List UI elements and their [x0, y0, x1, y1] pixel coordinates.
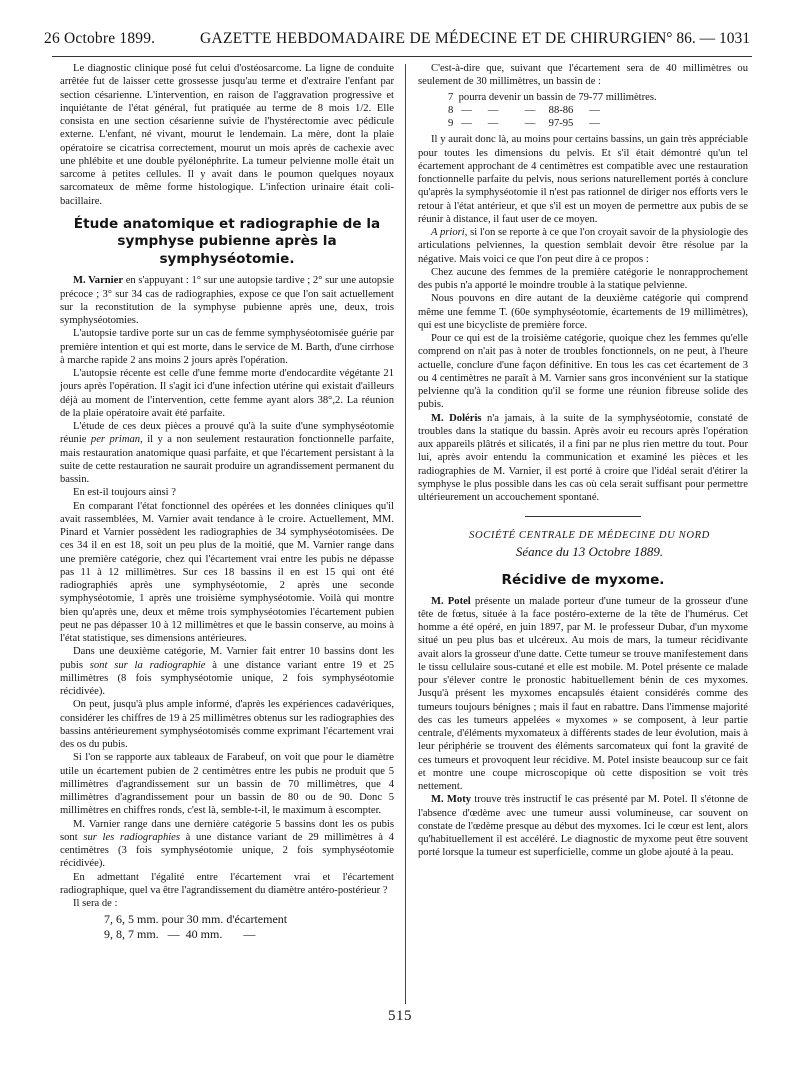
paragraph: Pour ce qui est de la troisième catégorie, quoique chez les femmes qu'elle comprend on n'ait pas à noter de troubles fonctionnels, on ne peut, à l'heure actuelle, conclure d'une façon définitive. En tous les cas cet écartement de 3 ou 4 centimètres ne paraît à M. Varnier sans gros inconvénient sur la statique pelvienne qu'à la condition qu'il se forme une réunion fibreuse solide des pubis. — [418, 333, 748, 411]
italic-phrase: per priman — [90, 434, 141, 446]
page-number: 515 — [388, 1008, 412, 1024]
pelvis-ratio-list — [448, 91, 748, 131]
paragraph-text: présente un malade porteur d'une tumeur de la grosseur d'une tête de fœtus, située à la face postéro-externe de la tête de l'humérus. Cet homme a été opéré, en juin 1897, par M. le professeur Dubar, d'un myxome situé un peu plus bas et ulcéreux. Au mois de mars, la tumeur récidivante avait alors la grosseur d'une datte. Cette tumeur se trouve manifestement dans le tissu cellulaire sous-cutané et elle est mobile. M. Potel présente ce malade pour s'élever contre le pronostic habituellement bénin de ces myxomes. Jusqu'à présent les myxomes encapsulés étaient considérés comme des tumeurs toujours bénignes ; mais il faut en rabattre. Dans l'immense majorité des cas les tumeurs appelées « myxomes » se composent, à leur partie centrale, d'éléments myxomateux à différents stades de leur évolution, mais à leur périphérie se trouvent des éléments sarcomateux qui font la gravité de ces tumeurs et provoquent leur récidive. M. Potel insiste beaucoup sur ce fait et montre une coupe microscopique où cette disposition se voit très nettement. — [418, 595, 748, 792]
speaker-name: M. Doléris — [431, 412, 482, 424]
ratio-line: 8 — — — 88-86 — — [448, 104, 600, 116]
paragraph-text: L'étude de ces deux pièces a prouvé qu'à la suite d'une symphyséotomie réunie — [60, 421, 394, 446]
paragraph: En comparant l'état fonctionnel des opérées et les données cliniques qu'il avait rassemblées, M. Varnier avait tendance à le croire. Actuellement, MM. Pinard et Varnier possèdent les radiographies de 34 symphyséotomisées. De ces 34 il en est 18, soit un peu plus de la moitié, que M. Varnier range dans une première catégorie, chez qui l'écartement vrai entre les pubis ne dépasse pas 11 à 12 millimètres. Sur ces 18 bassins il en est 15 qui ont été radiographiés après une symphyséotomie, 2 après une seconde symphyséotomie, 1 après une troisième symphyséotomie. Voilà qui montre bien qu'après une, deux et même trois symphyséotomies l'écartement pubien peut ne pas dépasser 10 à 12 millimètres et que le bassin conserve, au moins à l'état statistique, ses dimensions antérieures. — [60, 500, 394, 644]
paragraph: En admettant l'égalité entre l'écartement vrai et l'écartement radiographique, quel va être l'agrandissement du diamètre antéro-postérieur ? — [60, 871, 394, 896]
paragraph: Le diagnostic clinique posé fut celui d'ostéosarcome. La ligne de conduite arrêtée fut de laisser cette grossesse jusqu'au terme et d'extraire l'enfant par section césarienne. L'intervention, en raison de l'aggravation progressive et inquiétante de l'état général, fut pratiquée au terme de 8 mois 1/2. Elle consista en une section césarienne suivie de l'hystérectomie avec pédicule externe. L'enfant, né vivant, mourut le lendemain. La mère, dont la plaie opératoire se cicatrisa correctement, mourut un mois après de cachexie avec une phlébite et une double pyélonéphrite. La tumeur pelvienne molle était un sarcome à petites cellules. Il y avait dans le poumon quelques noyaux sarcomateux de même forme histologique. L'infection urinaire était coli-bacillaire. — [60, 63, 394, 207]
header-date: 26 Octobre 1899. — [44, 30, 156, 47]
paragraph — [418, 793, 748, 859]
running-header — [44, 28, 750, 50]
ratio-line: 9 — — — 97-95 — — [448, 118, 600, 129]
article-title: Récidive de myxome. — [501, 571, 665, 588]
paragraph-text: trouve très instructif le cas présenté par M. Potel. Il s'étonne de l'absence d'œdème avec une tumeur aussi volumineuse, car souvent on constate de l'œdème presque au début des myxomes. Ici le cœur est lent, alors qu'habituellement il est accéléré. Le diagnostic de myxome peut être souvent porté lorsque la tumeur est superficielle, comme un globe ajouté à la peau. — [418, 794, 748, 859]
header-journal-title: GAZETTE HEBDOMADAIRE DE MÉDECINE ET DE CHIRURGIE — [200, 30, 658, 47]
paragraph: Si l'on se rapporte aux tableaux de Farabeuf, on voit que pour le diamètre utile un écartement pubien de 2 centimètres entre les pubis ne produit que 5 millimètres d'agrandissement sur un bassin de 70 millimètres, que 4 millimètres d'agrandissement pour un bassin de 80 ou de 90. Donc 5 millimètres en chiffres ronds, c'est là, semble-t-il, le maximum à escompter. — [60, 752, 394, 817]
paragraph: L'autopsie tardive porte sur un cas de femme symphyséotomisée guérie par première intention et qui est morte, dans le service de M. Barth, d'une cirrhose à marche rapide 2 ans moins 2 jours après l'opération. — [60, 328, 394, 366]
paragraph — [418, 412, 748, 505]
section-separator — [525, 516, 641, 517]
paragraph: Nous pouvons en dire autant de la deuxième catégorie qui comprend même une femme T. (60e symphyséotomie, écartements de 19 millimètres), qui est une bicycliste de première force. — [418, 293, 748, 331]
header-issue-page: N° 86. — 1031 — [655, 30, 750, 47]
paragraph: Il sera de : — [73, 898, 118, 909]
section-title: Étude anatomique et radiographie de la symphyse pubienne après la symphyséotomie. — [73, 215, 381, 267]
paragraph-text: Dans une deuxième catégorie, M. Varnier fait entrer 10 bassins dont les pubis — [60, 646, 394, 671]
paragraph: En est-il toujours ainsi ? — [73, 487, 176, 499]
paragraph: Chez aucune des femmes de la première catégorie le nonrapprochement des pubis n'a apporté le moindre trouble à la statique pelvienne. — [418, 266, 748, 291]
italic-phrase: sont sur la radiographie — [89, 659, 206, 671]
speaker-name: M. Potel — [431, 595, 471, 607]
session-date: Séance du 13 Octobre 1889. — [515, 543, 664, 559]
paragraph-text: en s'appuyant : 1° sur une autopsie tardive ; 2° sur une autopsie précoce ; 3° sur 34 cas de radiographies, expose ce que l'on sait actuellement sur la reconstitution de la symphyse pubienne après une, deux, trois symphyséotomies. — [60, 275, 394, 326]
paragraph: C'est-à-dire que, suivant que l'écartement sera de 40 millimètres ou seulement de 30 millimètres, un bassin de : — [418, 63, 748, 88]
paragraph-text: à une distance variant de 29 millimètres à 4 centimètres (3 fois symphyséotomie unique, 2 fois symphyséotomie récidivée). — [60, 831, 394, 870]
column-divider — [405, 64, 406, 1004]
society-heading: SOCIÉTÉ CENTRALE DE MÉDECINE DU NORD — [469, 530, 710, 542]
measurement-line: 7, 6, 5 mm. pour 30 mm. d'écartement — [104, 912, 288, 927]
paragraph-text: n'a jamais, à la suite de la symphyséotomie, constaté de troubles dans la statique du bassin. Après avoir eu recours après l'opération aux appareils plâtrés et silicatés, il a fini par ne plus rien mettre du tout. Pour lui, après avoir entendu la communication et examiné les pièces et les radiographies de M. Varnier, il est porté à croire que l'idéal serait d'étirer la symphyse le plus possible dans les cas où cela serait suffisant pour permettre ultérieurement un accouchement spontané. — [418, 412, 748, 503]
italic-phrase: sur les radiographies — [83, 831, 181, 843]
paragraph-text: , il y a non seulement restauration fonctionnelle parfaite, mais restauration anatomique quasi parfaite, et que l'écartement persistant à la suite de cette restauration ne saurait produire un agrandissement permanent du bassin. — [60, 434, 394, 485]
paragraph — [60, 274, 394, 327]
paragraph: L'autopsie récente est celle d'une femme morte d'endocardite végétante 21 jours après l'opération. Il s'agit ici d'une infection utérine qui existait d'ailleurs déjà au moment de l'intervention, cette femme ayant alors 38°,2. La réunion de la plaie opératoire avait été parfaite. — [60, 368, 394, 419]
italic-phrase: A priori — [431, 227, 465, 238]
ratio-line: 7 pourra devenir un bassin de 79-77 millimètres. — [448, 91, 657, 103]
header-rule — [52, 56, 752, 57]
paragraph — [60, 645, 394, 698]
speaker-name: M. Varnier — [73, 275, 124, 287]
measurement-list — [104, 912, 394, 941]
paragraph-text: , si l'on se reporte à ce que l'on croyait savoir de la physiologie des articulations pelviennes, la question semblait devoir être résolue par la négative. Mais voici ce que l'on peut dire à ce propos : — [418, 227, 748, 265]
right-column — [418, 62, 748, 860]
left-column — [60, 62, 394, 941]
paragraph — [60, 818, 394, 871]
paragraph: Il y aurait donc là, au moins pour certains bassins, un gain très appréciable pour toutes les dimensions du pelvis. Et s'il était démontré qu'un tel écartement approchant de 4 centimètres est compatible avec une restauration fonctionnelle parfaite du pelvis, nous serions naturellement portés à conclure qu'après la symphyséotomie il n'est pas rationnel de diriger nos efforts vers le retour à l'état antérieur, et que s'il est un moyen de permettre aux pubis de se réunir à distance, il faut user de ce moyen. — [418, 134, 748, 225]
measurement-line: 9, 8, 7 mm. — 40 mm. — — [104, 926, 256, 941]
paragraph — [418, 226, 748, 266]
paragraph-text: à une distance variant entre 19 et 25 millimètres (8 fois symphyséotomie unique, 2 fois symphyséotomie récidivée). — [60, 659, 395, 697]
paragraph: On peut, jusqu'à plus ample informé, d'après les expériences cadavériques, considérer les chiffres de 19 à 25 millimètres obtenus sur les radiographies des bassins antérieurement symphyséotomisés comme exprimant l'écartement vrai des os du pubis. — [60, 699, 394, 750]
paragraph — [60, 420, 394, 486]
paragraph-text: M. Varnier range dans une dernière catégorie 5 bassins dont les os pubis sont — [60, 818, 394, 843]
speaker-name: M. Moty — [431, 794, 472, 806]
paragraph — [418, 595, 748, 794]
